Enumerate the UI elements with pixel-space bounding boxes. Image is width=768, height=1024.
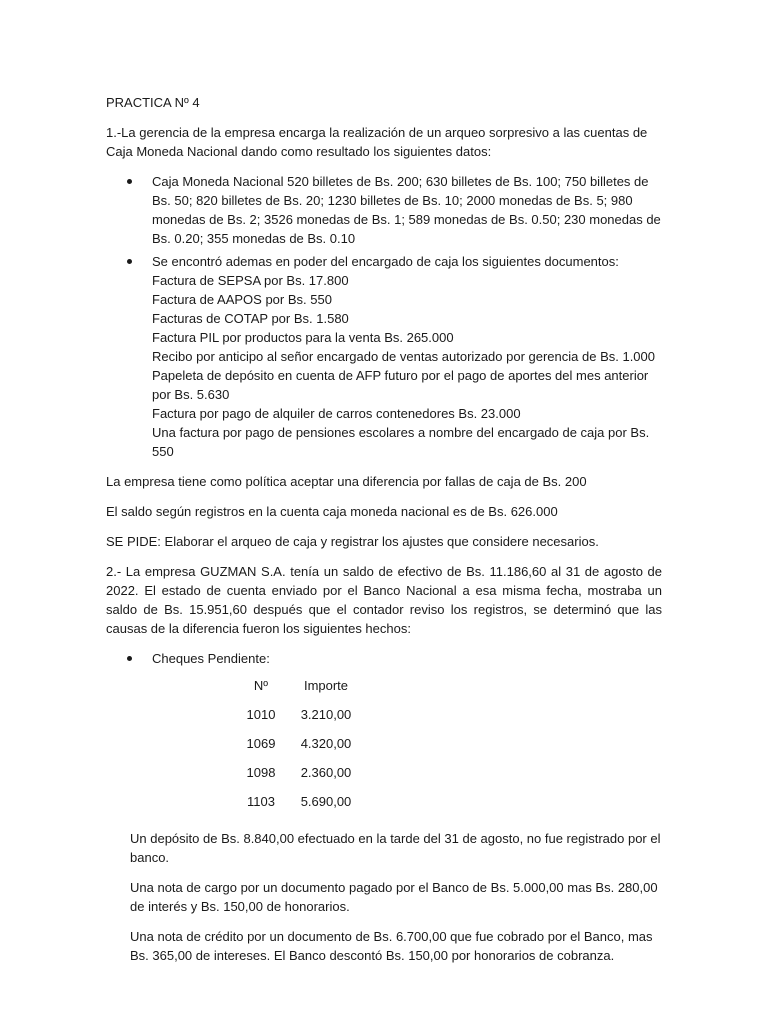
- cheque-number: 1098: [246, 765, 276, 780]
- note-debit: Una nota de cargo por un documento pagado por el Banco de Bs. 5.000,00 mas Bs. 280,00 de interés y Bs. 150,00 de honorarios.: [130, 880, 658, 914]
- exercise1-intro: 1.-La gerencia de la empresa encarga la realización de un arqueo sorpresivo a las cuentas de Caja Moneda Nacional dando como resultado los siguientes datos:: [106, 125, 648, 159]
- note-credit: Una nota de crédito por un documento de Bs. 6.700,00 que fue cobrado por el Banco, mas Bs. 365,00 de intereses. El Banco descontó Bs. 150,00 por honorarios de cobranza.: [130, 929, 653, 963]
- exercise1-request: SE PIDE: Elaborar el arqueo de caja y registrar los ajustes que considere necesarios.: [106, 534, 599, 549]
- exercise2-intro: 2.- La empresa GUZMAN S.A. tenía un saldo de efectivo de Bs. 11.186,60 al 31 de agosto de 2022. El estado de cuenta enviado por el Banco Nacional a esa misma fecha, mostraba un saldo de Bs. 15.951,60 después que el contador reviso los registros, se determinó que las causas de la diferencia fueron los siguientes hechos:: [106, 564, 662, 636]
- table-row: [232, 705, 662, 734]
- document-item: Facturas de COTAP por Bs. 1.580: [152, 311, 349, 326]
- document-item: Factura PIL por productos para la venta Bs. 265.000: [152, 330, 454, 345]
- table-header-row: [232, 676, 662, 705]
- document-item: Papeleta de depósito en cuenta de AFP futuro por el pago de aportes del mes anterior por Bs. 5.630: [152, 368, 649, 402]
- cheque-number: 1103: [247, 794, 275, 809]
- document-item: Factura de SEPSA por Bs. 17.800: [152, 273, 349, 288]
- cheques-label: Cheques Pendiente:: [152, 651, 270, 666]
- document-item: Recibo por anticipo al señor encargado de ventas autorizado por gerencia de Bs. 1.000: [152, 349, 655, 364]
- cheques-table: [232, 676, 662, 821]
- documents-intro: Se encontró ademas en poder del encargado de caja los siguientes documentos:: [152, 254, 619, 269]
- table-row: [232, 792, 662, 821]
- document-page: [106, 93, 662, 976]
- document-item: Una factura por pago de pensiones escolares a nombre del encargado de caja por Bs. 550: [152, 425, 650, 459]
- note-deposit: Un depósito de Bs. 8.840,00 efectuado en la tarde del 31 de agosto, no fue registrado por el banco.: [130, 831, 661, 865]
- cheque-amount: 3.210,00: [300, 707, 352, 722]
- page-title: PRACTICA Nº 4: [106, 95, 200, 110]
- cheque-amount: 5.690,00: [300, 794, 352, 809]
- document-item: Factura de AAPOS por Bs. 550: [152, 292, 332, 307]
- table-row: [232, 734, 662, 763]
- exercise1-balance: El saldo según registros en la cuenta caja moneda nacional es de Bs. 626.000: [106, 504, 558, 519]
- bullet-icon: [127, 259, 132, 264]
- cheque-number: 1010: [246, 707, 276, 722]
- cheque-amount: 4.320,00: [300, 736, 352, 751]
- exercise1-bullet-documents: [106, 252, 662, 461]
- cheque-number: 1069: [246, 736, 276, 751]
- bullet-icon: [127, 656, 132, 661]
- column-header-amount: Importe: [303, 678, 349, 693]
- exercise1-policy: La empresa tiene como política aceptar una diferencia por fallas de caja de Bs. 200: [106, 474, 587, 489]
- exercise2-notes: [130, 829, 662, 965]
- exercise2-bullet-cheques: [106, 649, 662, 668]
- exercise1-bullet-cash: [106, 172, 662, 248]
- bullet-icon: [127, 179, 132, 184]
- document-item: Factura por pago de alquiler de carros contenedores Bs. 23.000: [152, 406, 521, 421]
- cheque-amount: 2.360,00: [300, 765, 352, 780]
- table-row: [232, 763, 662, 792]
- cash-count-text: Caja Moneda Nacional 520 billetes de Bs. 200; 630 billetes de Bs. 100; 750 billetes de Bs. 50; 820 billetes de Bs. 20; 1230 billetes de Bs. 10; 2000 monedas de Bs. 5; 980 monedas de Bs. 2; 3526 monedas de Bs. 1; 589 monedas de Bs. 0.50; 230 monedas de Bs. 0.20; 355 monedas de Bs. 0.10: [152, 174, 661, 246]
- exercise2-bullet-list: [106, 649, 662, 668]
- exercise1-bullet-list: [106, 172, 662, 461]
- column-header-number: Nº: [253, 678, 269, 693]
